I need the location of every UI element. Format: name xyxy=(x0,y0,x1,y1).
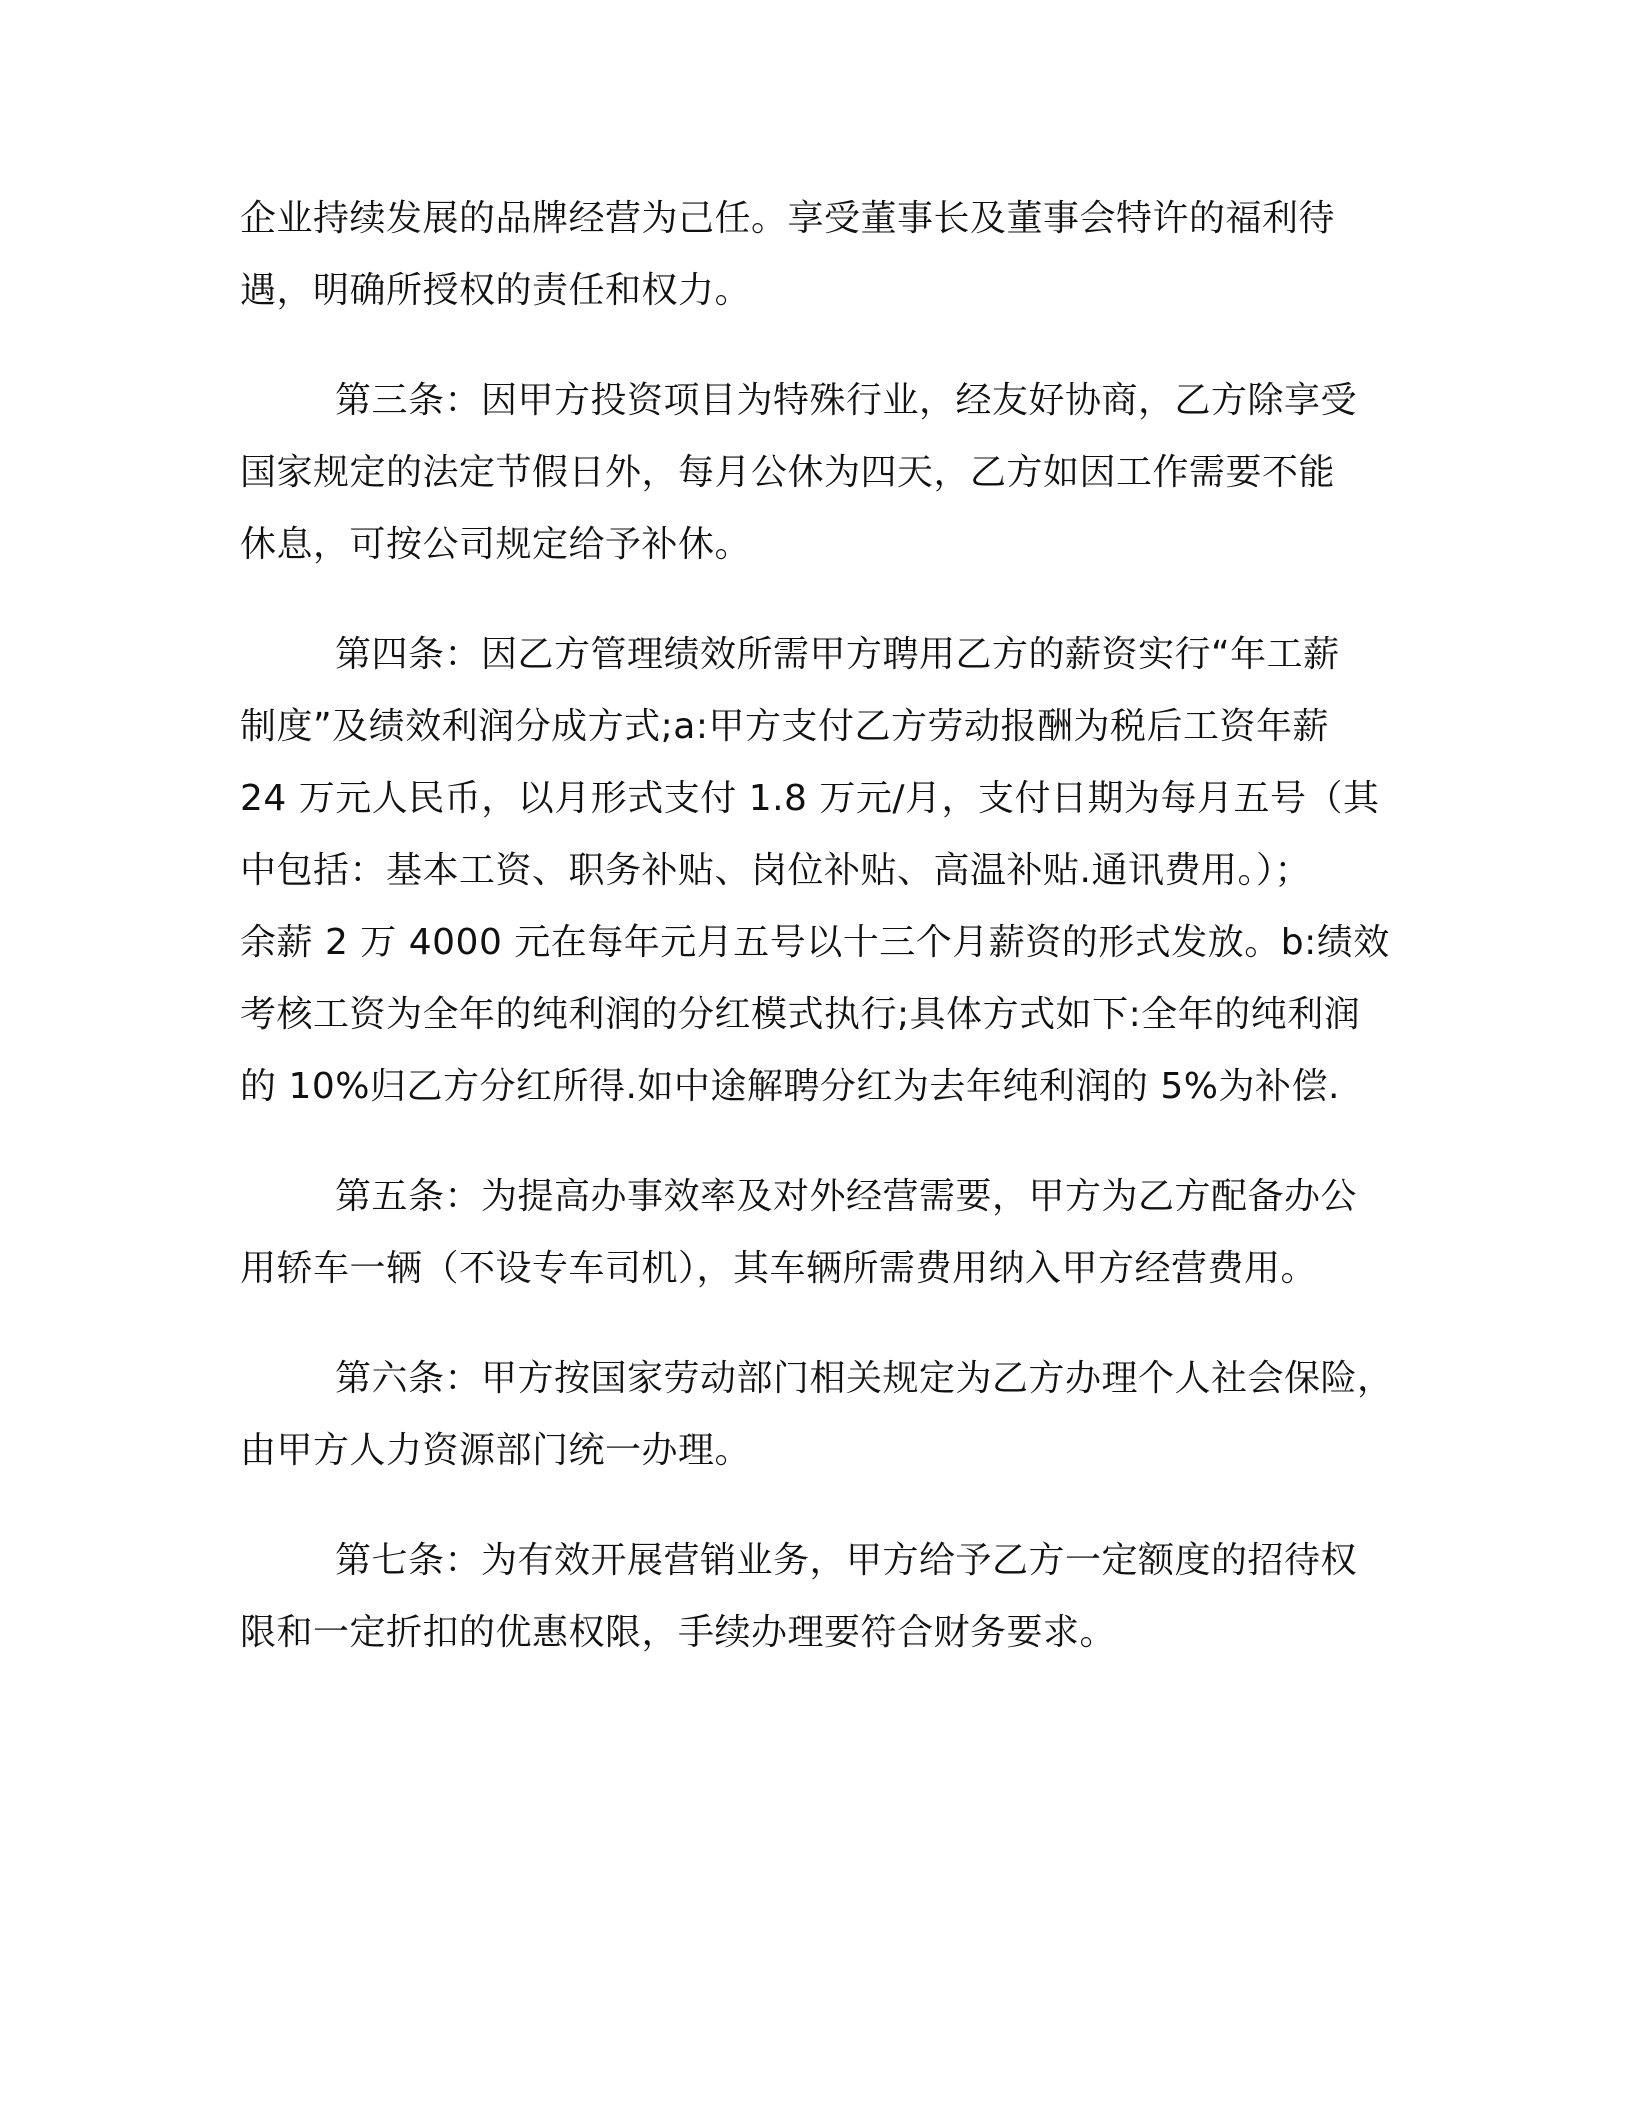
text-line: 24 万元人民币，以月形式支付 1.8 万元/月，支付日期为每月五号（其 xyxy=(240,778,1380,819)
text-line: 限和一定折扣的优惠权限，手续办理要符合财务要求。 xyxy=(240,1612,1117,1653)
text-line: 用轿车一辆（不设专车司机），其车辆所需费用纳入甲方经营费用。 xyxy=(240,1248,1318,1289)
text-line: 中包括：基本工资、职务补贴、岗位补贴、高温补贴.通讯费用。）； xyxy=(240,850,1311,891)
text-line: 第六条：甲方按国家劳动部门相关规定为乙方办理个人社会保险， xyxy=(335,1358,1394,1399)
text-line: 制度”及绩效利润分成方式;a:甲方支付乙方劳动报酬为税后工资年薪 xyxy=(240,706,1329,747)
text-line: 遇，明确所授权的责任和权力。 xyxy=(240,270,752,311)
text-line: 企业持续发展的品牌经营为己任。享受董事长及董事会特许的福利待 xyxy=(240,198,1336,239)
text-line: 考核工资为全年的纯利润的分红模式执行;具体方式如下:全年的纯利润 xyxy=(240,994,1361,1035)
paragraph-article-7 xyxy=(240,1525,1400,1669)
text-line: 国家规定的法定节假日外，每月公休为四天，乙方如因工作需要不能 xyxy=(240,452,1336,493)
paragraph-article-3 xyxy=(240,365,1400,581)
paragraph-article-4 xyxy=(240,619,1400,1123)
document-body xyxy=(240,183,1400,1669)
text-line: 第五条：为提高办事效率及对外经营需要，甲方为乙方配备办公 xyxy=(335,1176,1358,1217)
text-line: 余薪 2 万 4000 元在每年元月五号以十三个月薪资的形式发放。b:绩效 xyxy=(240,922,1390,963)
paragraph-article-5 xyxy=(240,1161,1400,1305)
text-line: 第四条：因乙方管理绩效所需甲方聘用乙方的薪资实行“年工薪 xyxy=(335,634,1340,675)
text-line: 的 10%归乙方分红所得.如中途解聘分红为去年纯利润的 5%为补偿. xyxy=(240,1066,1340,1107)
paragraph-article-6 xyxy=(240,1343,1400,1487)
text-line: 第七条：为有效开展营销业务，甲方给予乙方一定额度的招待权 xyxy=(335,1540,1358,1581)
paragraph-continuation xyxy=(240,183,1400,327)
text-line: 由甲方人力资源部门统一办理。 xyxy=(240,1430,752,1471)
text-line: 休息，可按公司规定给予补休。 xyxy=(240,524,752,565)
text-line: 第三条：因甲方投资项目为特殊行业，经友好协商，乙方除享受 xyxy=(335,380,1358,421)
